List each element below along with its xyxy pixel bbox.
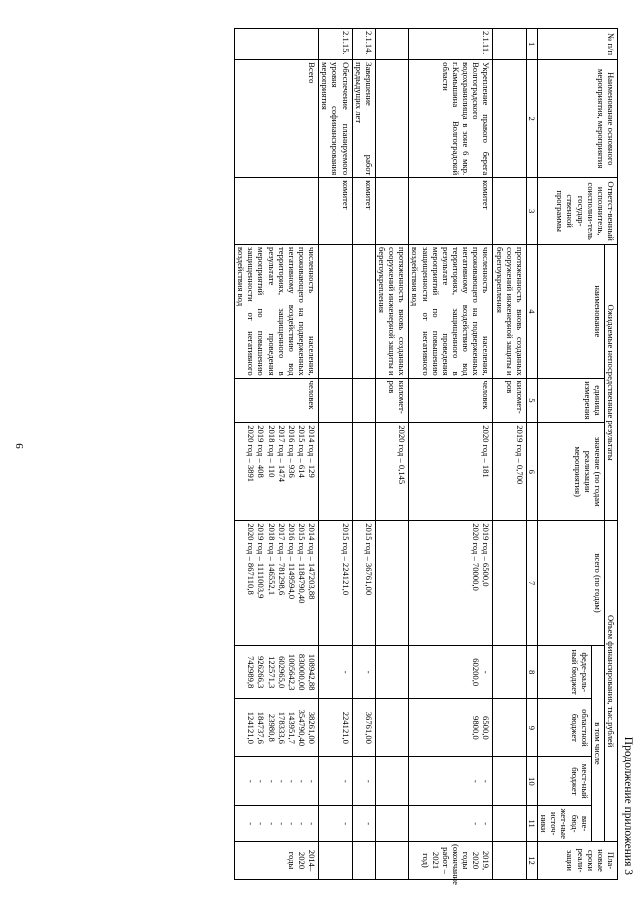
row-total: [493, 521, 526, 646]
row-responsible: комитет: [319, 178, 352, 245]
row-extra: [493, 806, 526, 842]
header-term: Пла-новые сроки реали-зации: [538, 842, 618, 880]
column-numbers-row: [526, 29, 537, 880]
column-number: 11: [526, 806, 537, 842]
header-result-name: наименование: [538, 245, 605, 379]
row-responsible: комитет: [409, 178, 493, 245]
row-responsible: [375, 178, 408, 245]
row-extra: - -: [409, 806, 493, 842]
row-term: [493, 842, 526, 880]
row-unit: человек: [235, 378, 319, 423]
header-local: мест-ный бюджет: [538, 757, 592, 806]
row-value: 2019 год – 0,700: [493, 423, 526, 521]
row-federal: 108942,88 830000,00 1005642,3 602965,0 122571,3 926266,3 742989,8: [235, 645, 319, 698]
header-results: Ожидаемые непосредственные результаты: [604, 245, 617, 521]
row-responsible: [493, 178, 526, 245]
page-number: 9: [14, 443, 26, 449]
row-unit: человек: [409, 378, 493, 423]
row-extra: [375, 806, 408, 842]
column-number: 5: [526, 378, 537, 423]
row-regional: 224121,0: [319, 699, 352, 757]
table-row: [493, 29, 526, 880]
row-value: 2014 год – 129 2015 год – 614 2016 год – 936 2017 год – 1474 2018 год – 110 2019 год – 408 2020 год – 3891: [235, 423, 319, 521]
financing-table: [234, 28, 618, 885]
row-federal: -: [352, 645, 375, 698]
row-number: [235, 29, 319, 60]
row-term: 2014–2020 годы: [235, 842, 319, 880]
row-local: -: [352, 757, 375, 806]
column-number: 6: [526, 423, 537, 521]
column-number: 2: [526, 60, 537, 178]
row-federal: [493, 645, 526, 698]
row-extra: -: [352, 806, 375, 842]
row-local: [493, 757, 526, 806]
row-name: [375, 60, 408, 178]
row-result-name: протяженность вновь созданных сооружений инженерной защиты и берегоукрепления: [493, 245, 526, 379]
row-term: 2019, 2020 годы (окончание работ – 2021 год): [409, 842, 493, 880]
table-row: [319, 29, 352, 880]
row-responsible: [235, 178, 319, 245]
row-value: 2020 год – 0,145: [375, 423, 408, 521]
row-result-name: протяженность вновь созданных сооружений инженерной защиты и берегоукрепления: [375, 245, 408, 379]
row-value: [319, 423, 352, 521]
row-total: 2015 год – 224121,0: [319, 521, 352, 646]
row-total: [375, 521, 408, 646]
row-total: 2019 год – 6500,0 2020 год – 70000,0: [409, 521, 493, 646]
row-unit: [319, 378, 352, 423]
column-number: 12: [526, 842, 537, 880]
row-number: [375, 29, 408, 60]
row-local: -: [319, 757, 352, 806]
row-responsible: комитет: [352, 178, 375, 245]
column-number: 1: [526, 29, 537, 60]
header-federal: феде-раль-ный бюджет: [538, 645, 592, 698]
column-number: 3: [526, 178, 537, 245]
row-result-name: численность населения, проживающего на подверженных негативному воздействию вод территориях, защищенного в результате проведения мероприятий по повышению защищенности от негативного воздействия вод: [235, 245, 319, 379]
appendix-caption: Продолжение приложения 3: [622, 736, 634, 875]
row-value: 2020 год – 181: [409, 423, 493, 521]
row-name: Завершение работ предыдущих лет: [352, 60, 375, 178]
column-number: 9: [526, 699, 537, 757]
row-number: 2.1.14.: [352, 29, 375, 60]
row-regional: 36761,00: [352, 699, 375, 757]
row-regional: [493, 699, 526, 757]
row-unit: километ-ров: [375, 378, 408, 423]
row-result-name: [352, 245, 375, 379]
header-value: значение (по годам реализации мероприятия): [538, 423, 605, 521]
header-including: в том числе: [591, 645, 604, 841]
row-result-name: численность населения, проживающего на подверженных негативному воздействию вод территориях, защищенного в результате проведения мероприятий по повышению защищенности от негативного воздействия вод: [409, 245, 493, 379]
row-regional: 38261,00 354790,40 143951,7 178333,6 23980,8 184737,6 124121,0: [235, 699, 319, 757]
table-row: [352, 29, 375, 880]
table-body: [235, 29, 527, 885]
row-name: [493, 60, 526, 178]
row-local: - - - - - - -: [235, 757, 319, 806]
row-total: 2014 год – 147203,88 2015 год – 1184790,40 2016 год – 1149594,0 2017 год – 781298,6 2018 год – 146552,1 2019 год – 1111003,9 2020 год – 867110,8: [235, 521, 319, 646]
row-term: [375, 842, 408, 880]
header-regional: областной бюджет: [538, 699, 592, 757]
row-number: 2.1.11.: [409, 29, 493, 60]
row-extra: -: [319, 806, 352, 842]
row-number: 2.1.15.: [319, 29, 352, 60]
row-local: [375, 757, 408, 806]
header-responsible: Ответст-венный исполнитель, соисполни-тель государ-ственной программы: [538, 178, 618, 245]
table-row: [235, 29, 319, 880]
row-local: - -: [409, 757, 493, 806]
row-term: [319, 842, 352, 880]
header-extra: вне-бюд-жет-ные источ-ники: [538, 806, 592, 842]
column-number: 7: [526, 521, 537, 646]
row-federal: -: [319, 645, 352, 698]
row-total: 2015 год – 36761,00: [352, 521, 375, 646]
row-federal: [375, 645, 408, 698]
row-unit: [352, 378, 375, 423]
row-regional: [375, 699, 408, 757]
row-unit: километ-ров: [493, 378, 526, 423]
column-number: 8: [526, 645, 537, 698]
row-number: [493, 29, 526, 60]
row-extra: - - - - - - -: [235, 806, 319, 842]
column-number: 10: [526, 757, 537, 806]
row-term: [352, 842, 375, 880]
header-finance: Объем финансирования, тыс.рублей: [604, 521, 617, 842]
header-total: всего (по годам): [538, 521, 605, 646]
column-number: 4: [526, 245, 537, 379]
header-no: № п/п: [538, 29, 618, 60]
row-regional: 6500,0 9800,0: [409, 699, 493, 757]
table-row: [375, 29, 408, 880]
header-name: Наименование основного мероприятия, мероприятия: [538, 60, 618, 178]
row-name: Укрепление правого берега Волгоградского водохранилища в зоне 6 мкр. г.Камышина Волгоградской области: [409, 60, 493, 178]
row-name: Обеспечение планируемого уровня софинансирования мероприятия: [319, 60, 352, 178]
row-federal: - 60200,0: [409, 645, 493, 698]
header-unit: единица измерения: [538, 378, 605, 423]
row-name: Всего: [235, 60, 319, 178]
row-result-name: [319, 245, 352, 379]
row-value: [352, 423, 375, 521]
table-row: [409, 29, 493, 880]
